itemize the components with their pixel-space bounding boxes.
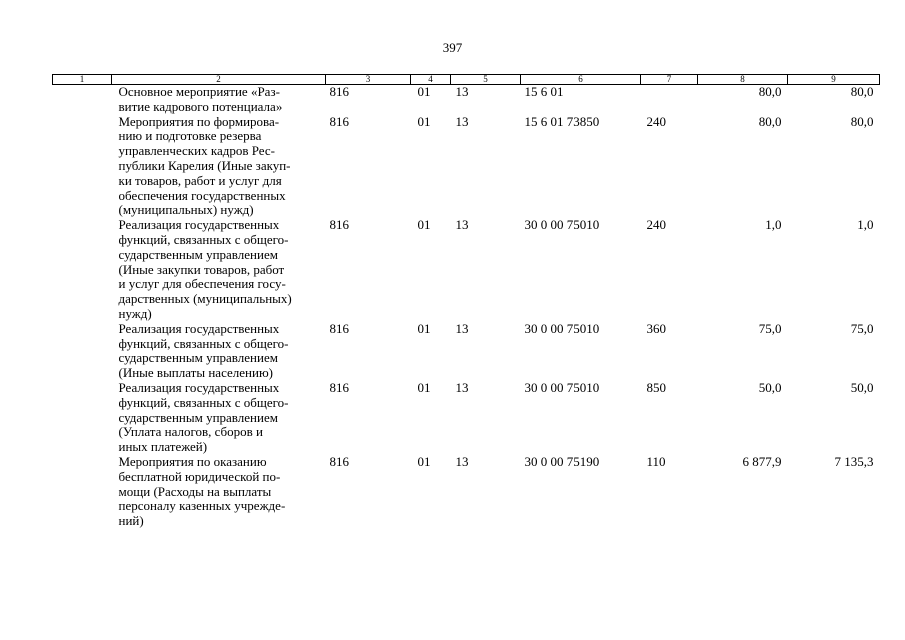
name-line: Мероприятия по оказанию	[118, 453, 267, 469]
name-line: нужд)	[118, 305, 152, 321]
name-line: сударственным управлением	[118, 409, 278, 425]
name-line: ний)	[118, 513, 144, 529]
cell-section: 01	[417, 320, 431, 336]
name-line: публики Карелия (Иные закуп-	[118, 157, 291, 173]
name-line: Реализация государственных	[118, 379, 280, 395]
cell-name	[112, 455, 326, 529]
name-line: мощи (Расходы на выплаты	[118, 483, 272, 499]
name-line: ки товаров, работ и услуг для	[118, 172, 282, 188]
cell-name	[112, 322, 326, 381]
table-row	[53, 85, 880, 115]
name-line: функций, связанных с общего-	[118, 231, 289, 247]
cell-amount-2: 7 135,3	[834, 453, 874, 469]
cell-admin-code: 816	[329, 453, 349, 469]
cell-amount-2: 1,0	[857, 217, 874, 233]
cell-col-1	[53, 381, 112, 455]
name-line: персоналу казенных учрежде-	[118, 498, 286, 514]
cell-col-1	[53, 322, 112, 381]
cell-amount-2: 75,0	[850, 320, 874, 336]
name-line: обеспечения государственных	[118, 187, 286, 203]
cell-amount-1: 80,0	[758, 113, 782, 129]
table-body	[53, 85, 880, 529]
cell-subsection: 13	[455, 84, 469, 99]
name-line: функций, связанных с общего-	[118, 335, 289, 351]
cell-expense-type: 240	[646, 113, 666, 129]
page-number: 397	[442, 40, 463, 55]
table-row	[53, 322, 880, 381]
cell-col-1	[53, 455, 112, 529]
name-line: (Иные закупки товаров, работ	[118, 261, 285, 277]
name-line: сударственным управлением	[118, 350, 278, 366]
table-row	[53, 455, 880, 529]
cell-admin-code: 816	[329, 217, 349, 233]
name-line: иных платежей)	[118, 439, 208, 455]
cell-amount-1: 50,0	[758, 379, 782, 395]
header-col-2: 2	[112, 75, 326, 85]
header-col-9: 9	[788, 75, 880, 85]
name-line: дарственных (муниципальных)	[118, 291, 292, 307]
cell-target-article: 15 6 01	[524, 84, 564, 99]
cell-subsection: 13	[455, 453, 469, 469]
header-col-6: 6	[521, 75, 641, 85]
cell-admin-code: 816	[329, 113, 349, 129]
name-line: нию и подготовке резерва	[118, 128, 262, 144]
cell-subsection: 13	[455, 113, 469, 129]
header-col-1: 1	[53, 75, 112, 85]
table-row	[53, 381, 880, 455]
cell-name	[112, 381, 326, 455]
name-line: Основное мероприятие «Раз-	[118, 84, 280, 99]
cell-expense-type: 240	[646, 217, 666, 233]
cell-section: 01	[417, 84, 431, 99]
name-line: управленческих кадров Рес-	[118, 143, 275, 159]
cell-amount-2: 80,0	[850, 84, 874, 99]
cell-expense-type	[641, 85, 698, 115]
table-header-row	[53, 75, 880, 85]
cell-target-article: 30 0 00 75190	[524, 453, 600, 469]
header-col-8: 8	[698, 75, 788, 85]
cell-subsection: 13	[455, 320, 469, 336]
name-line: и услуг для обеспечения госу-	[118, 276, 286, 292]
name-line: витие кадрового потенциала»	[118, 98, 283, 114]
name-line: Мероприятия по формирова-	[118, 113, 280, 129]
name-line: (муниципальных) нужд)	[118, 202, 254, 218]
header-col-5: 5	[451, 75, 521, 85]
cell-amount-1: 80,0	[758, 84, 782, 99]
cell-admin-code: 816	[329, 320, 349, 336]
cell-amount-1: 6 877,9	[742, 453, 782, 469]
cell-subsection: 13	[455, 379, 469, 395]
cell-target-article: 30 0 00 75010	[524, 217, 600, 233]
cell-amount-2: 50,0	[850, 379, 874, 395]
name-line: функций, связанных с общего-	[118, 394, 289, 410]
cell-amount-1: 75,0	[758, 320, 782, 336]
table-row	[53, 115, 880, 219]
cell-admin-code: 816	[329, 379, 349, 395]
header-col-7: 7	[641, 75, 698, 85]
cell-section: 01	[417, 453, 431, 469]
name-line: Реализация государственных	[118, 320, 280, 336]
cell-name	[112, 85, 326, 115]
cell-col-1	[53, 115, 112, 219]
name-line: сударственным управлением	[118, 246, 278, 262]
cell-expense-type: 360	[646, 320, 666, 336]
name-line: Реализация государственных	[118, 217, 280, 233]
cell-target-article: 30 0 00 75010	[524, 379, 600, 395]
header-col-3: 3	[326, 75, 411, 85]
cell-admin-code: 816	[329, 84, 349, 99]
cell-section: 01	[417, 379, 431, 395]
budget-table	[52, 74, 880, 529]
name-line: бесплатной юридической по-	[118, 468, 281, 484]
cell-amount-2: 80,0	[850, 113, 874, 129]
cell-expense-type: 850	[646, 379, 666, 395]
cell-name	[112, 115, 326, 219]
cell-target-article: 15 6 01 73850	[524, 113, 600, 129]
cell-col-1	[53, 218, 112, 322]
name-line: (Иные выплаты населению)	[118, 365, 273, 381]
cell-col-1	[53, 85, 112, 115]
cell-name	[112, 218, 326, 322]
cell-amount-1: 1,0	[765, 217, 782, 233]
header-col-4: 4	[411, 75, 451, 85]
cell-section: 01	[417, 113, 431, 129]
name-line: (Уплата налогов, сборов и	[118, 424, 263, 440]
cell-subsection: 13	[455, 217, 469, 233]
table-row	[53, 218, 880, 322]
cell-section: 01	[417, 217, 431, 233]
cell-target-article: 30 0 00 75010	[524, 320, 600, 336]
cell-expense-type: 110	[646, 453, 666, 469]
